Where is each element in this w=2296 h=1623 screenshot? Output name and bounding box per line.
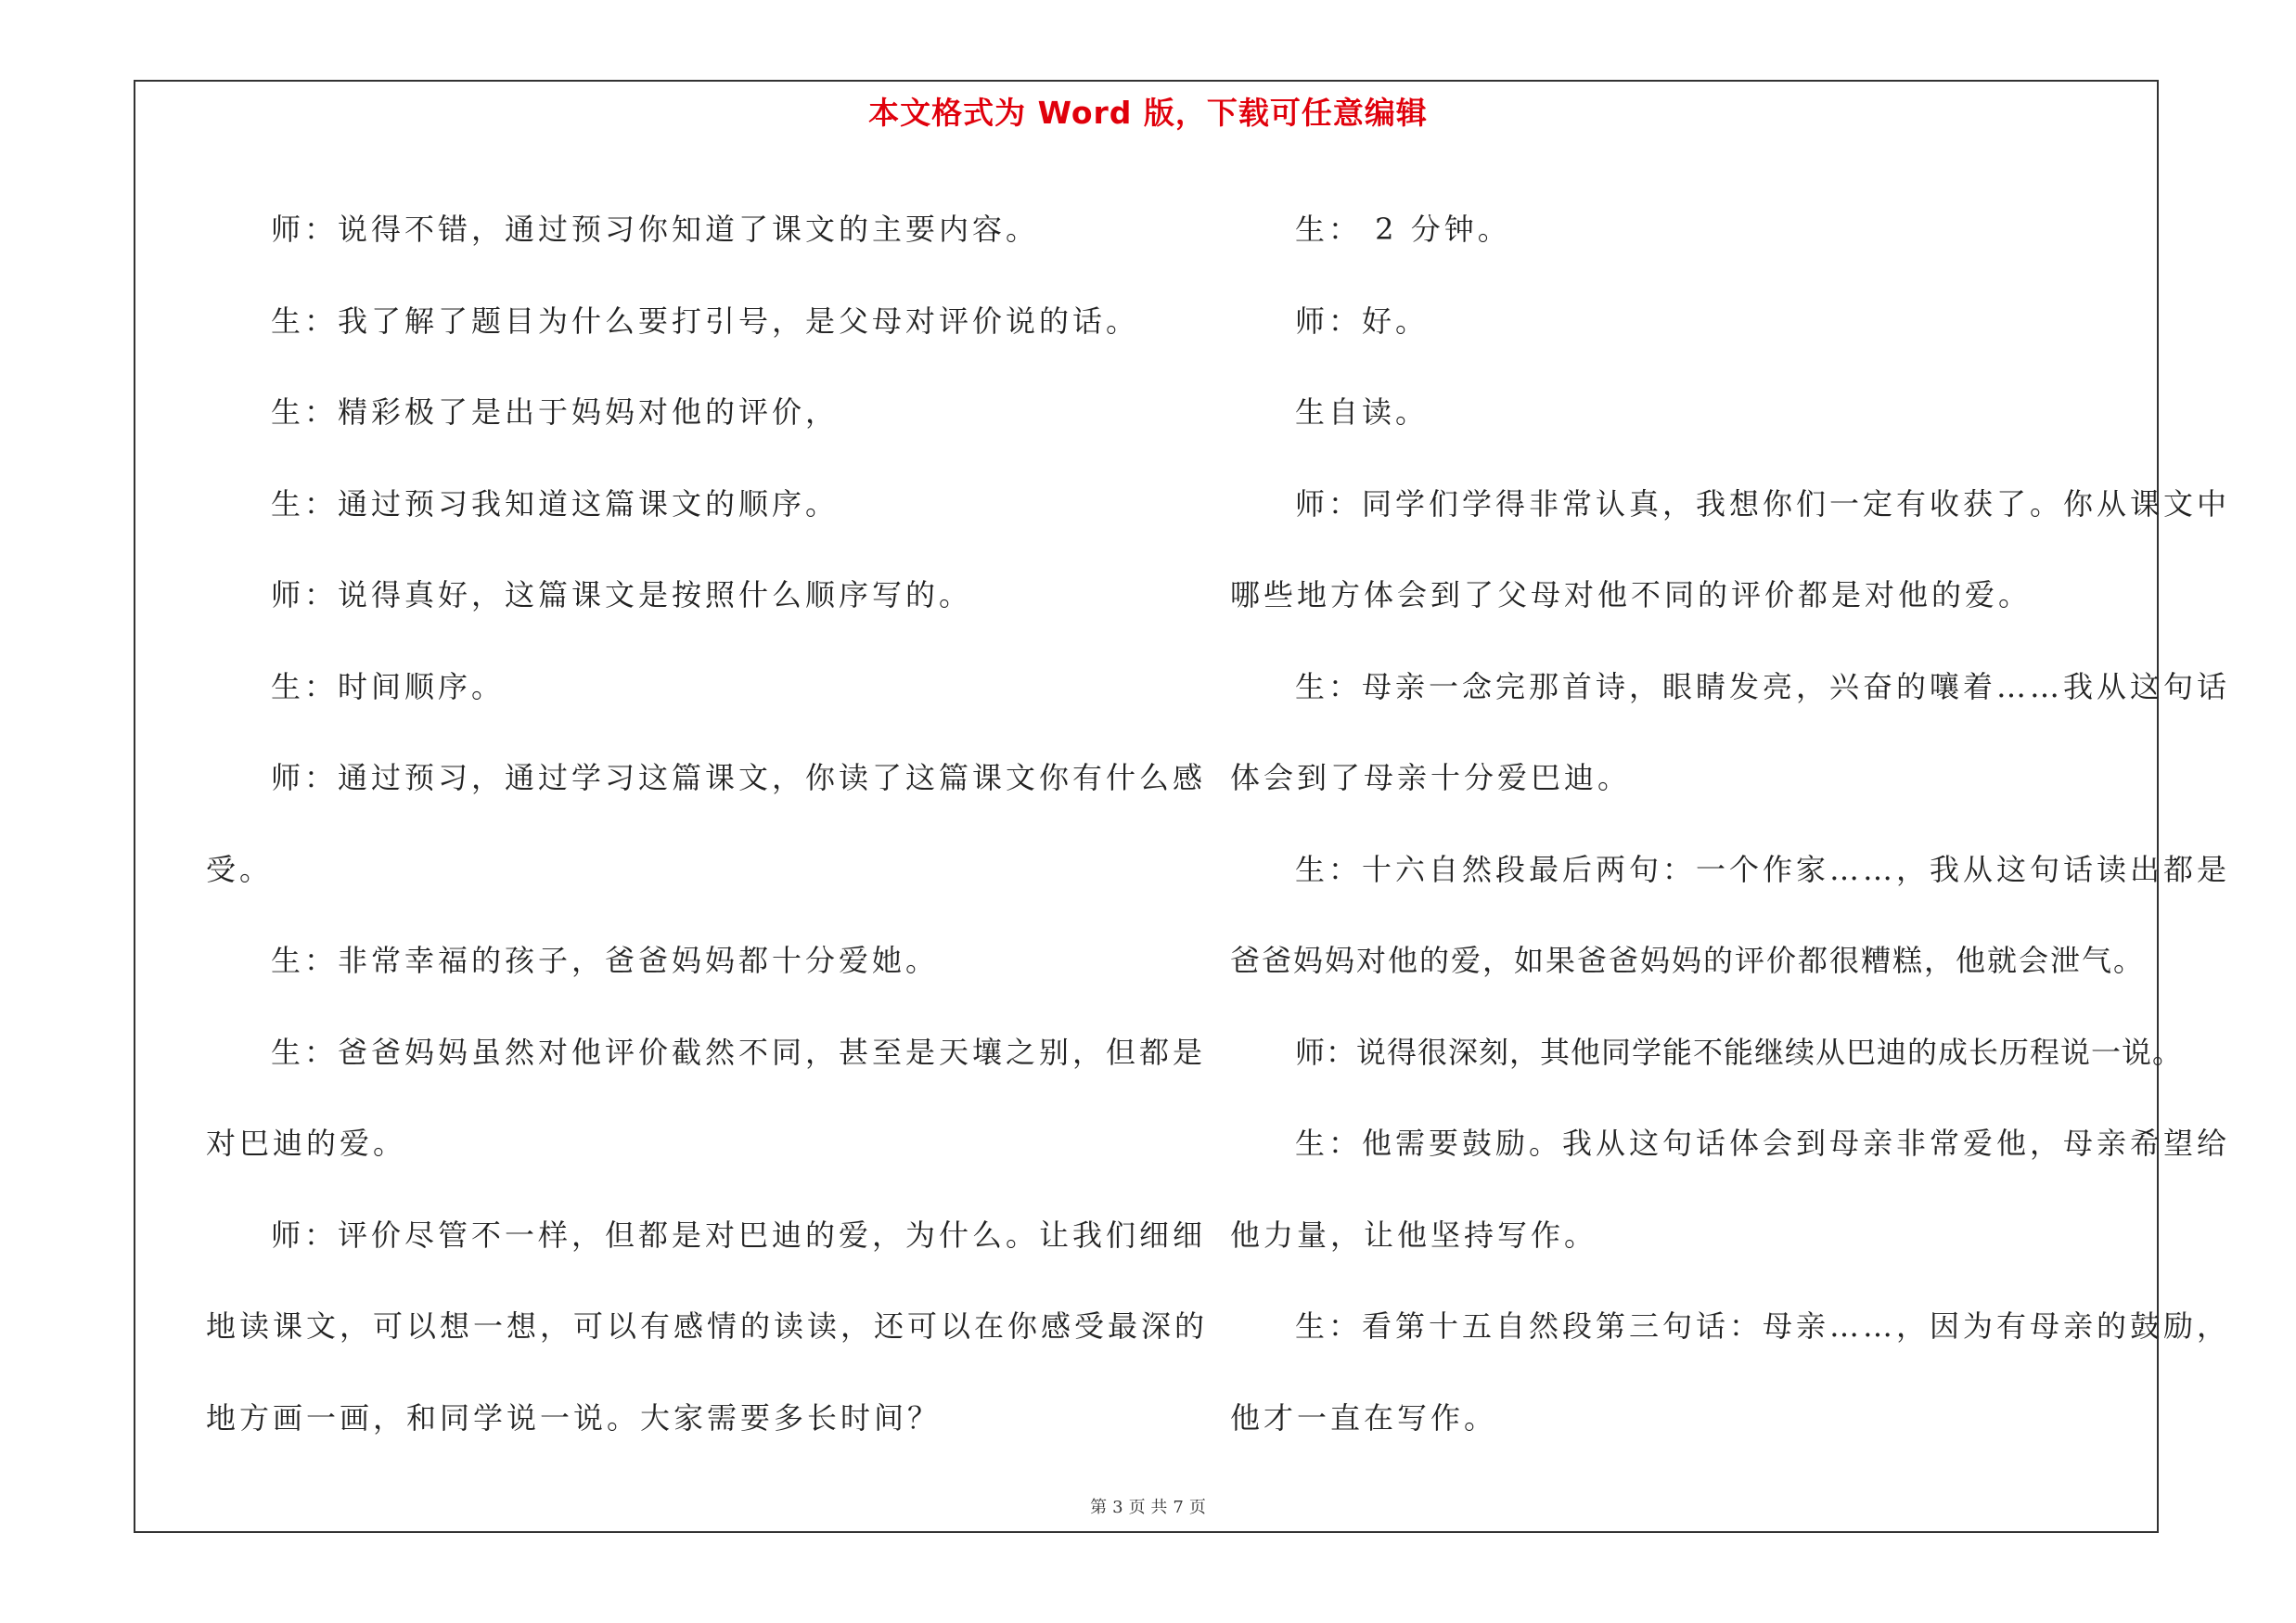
- paragraph: 师：同学们学得非常认真，我想你们一定有收获了。你从课文中: [1295, 485, 2231, 522]
- paragraph: 生： 2 分钟。: [1295, 212, 1511, 247]
- footer-mid: 页 共: [1128, 1498, 1168, 1517]
- paragraph-continuation: 受。: [206, 851, 274, 887]
- paragraph: 师：评价尽管不一样，但都是对巴迪的爱，为什么。让我们细细: [271, 1217, 1207, 1253]
- paragraph: 生：通过预习我知道这篇课文的顺序。: [271, 485, 840, 522]
- paragraph: 生：他需要鼓励。我从这句话体会到母亲非常爱他，母亲希望给: [1295, 1126, 2231, 1161]
- page-total: 7: [1173, 1498, 1184, 1517]
- paragraph: 生：十六自然段最后两句：一个作家……，我从这句话读出都是: [1295, 851, 2231, 887]
- paragraph: 生：时间顺序。: [271, 668, 506, 704]
- paragraph-continuation: 地方画一画，和同学说一说。大家需要多长时间？: [206, 1399, 942, 1436]
- paragraph: 生：非常幸福的孩子，爸爸妈妈都十分爱她。: [271, 943, 940, 978]
- paragraph: 师：好。: [1295, 303, 1430, 339]
- paragraph: 师：说得不错，通过预习你知道了课文的主要内容。: [271, 212, 1040, 247]
- page-number: 3: [1112, 1498, 1123, 1517]
- paragraph: 师：说得真好，这篇课文是按照什么顺序写的。: [271, 577, 973, 612]
- footer-prefix: 第: [1090, 1498, 1108, 1517]
- paragraph-continuation: 地读课文，可以想一想，可以有感情的读读，还可以在你感受最深的: [206, 1308, 1209, 1344]
- page-footer: [0, 1494, 2296, 1518]
- footer-suffix: 页: [1188, 1498, 1206, 1517]
- paragraph: 生：我了解了题目为什么要打引号，是父母对评价说的话。: [271, 303, 1140, 339]
- left-column: [206, 184, 1209, 1463]
- paragraph-continuation: 爸爸妈妈对他的爱，如果爸爸妈妈的评价都很糟糕，他就会泄气。: [1230, 943, 2146, 978]
- paragraph: 师：说得很深刻，其他同学能不能继续从巴迪的成长历程说一说。: [1295, 1034, 2184, 1070]
- paragraph-continuation: 对巴迪的爱。: [206, 1126, 407, 1161]
- document-header: 本文格式为 Word 版，下载可任意编辑: [868, 95, 1428, 131]
- paragraph-continuation: 哪些地方体会到了父母对他不同的评价都是对他的爱。: [1230, 577, 2033, 612]
- paragraph: 生：看第十五自然段第三句话：母亲……，因为有母亲的鼓励，: [1295, 1308, 2231, 1344]
- paragraph: 师：通过预习，通过学习这篇课文，你读了这篇课文你有什么感: [271, 760, 1207, 795]
- right-column: [1230, 184, 2231, 1463]
- paragraph-continuation: 他才一直在写作。: [1230, 1399, 1498, 1436]
- paragraph: 生：爸爸妈妈虽然对他评价截然不同，甚至是天壤之别，但都是: [271, 1034, 1207, 1070]
- paragraph-continuation: 他力量，让他坚持写作。: [1230, 1217, 1598, 1253]
- paragraph-continuation: 体会到了母亲十分爱巴迪。: [1230, 760, 1632, 795]
- paragraph: 生：母亲一念完那首诗，眼睛发亮，兴奋的嚷着……我从这句话: [1295, 668, 2231, 704]
- paragraph: 生：精彩极了是出于妈妈对他的评价，: [271, 394, 840, 430]
- paragraph: 生自读。: [1295, 394, 1430, 430]
